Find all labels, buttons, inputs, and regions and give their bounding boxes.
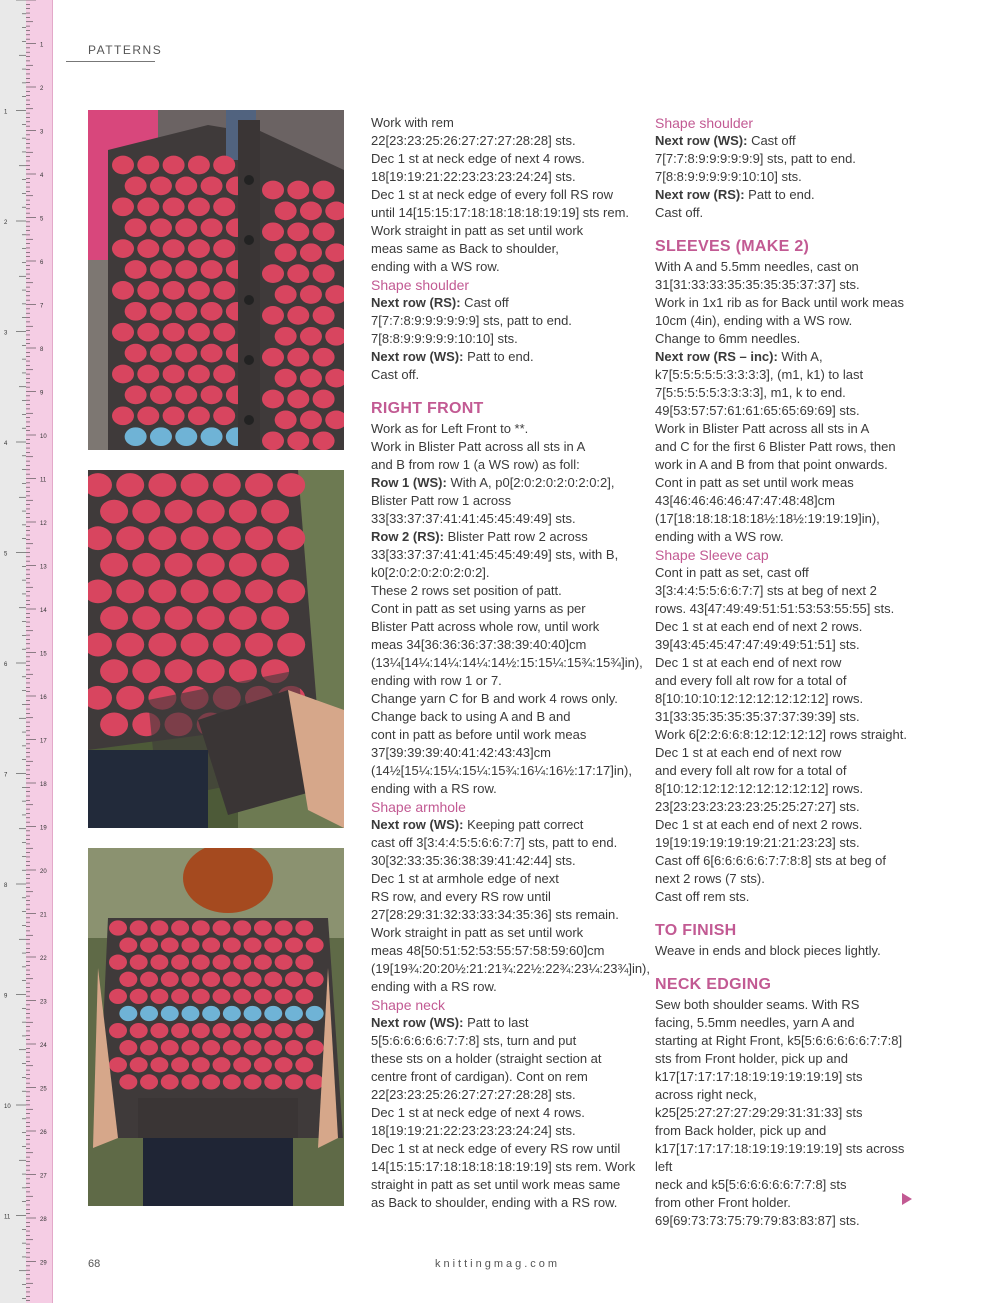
instruction-text: Weave in ends and block pieces lightly. <box>655 943 881 958</box>
ruler-inch-label: 5 <box>4 551 8 558</box>
ruler-cm-label: 22 <box>40 956 47 962</box>
page-number: 68 <box>88 1258 101 1270</box>
instruction-text: cast off 3[3:4:4:5:5:6:6:7:7] sts, patt to end. 30[32:33:35:36:38:39:41:42:44] sts. Dec 1 st at armhole edge of next RS row, and every RS row until 27[28:29:31:32:33:33:34:35:36] sts remain. Work straight in patt as set until work meas 48[50:51:52:53:55:57:58:59:60]cm (19[19¾:20:20½:21:21¾:22½:22¾:23¼:23¾]in), ending with a RS row. <box>371 835 650 994</box>
ruler-inch-label: 11 <box>4 1214 11 1221</box>
row-label: Row 2 (RS): <box>371 529 444 544</box>
ruler-cm-label: 25 <box>40 1086 47 1093</box>
left-front-continuation: Work with rem 22[23:23:25:26:27:27:27:28:28] sts. Dec 1 st at neck edge of next 4 rows. 18[19:19:21:22:23:23:23:24:24] sts. Dec 1 st at neck edge of every foll RS row until 14[15:15:17:18:18:18:18:19:19] sts rem. Work straight in patt as set until work meas same as Back to shoulder, ending with a WS row. <box>371 115 630 274</box>
subhead-shape-shoulder: Shape shoulder <box>655 115 754 131</box>
ruler-cm-label: 17 <box>40 738 47 745</box>
ruler-cm-label: 1 <box>40 42 44 49</box>
instruction-text: 7[7:7:8:9:9:9:9:9:9] sts, patt to end. 7[8:8:9:9:9:9:9:10:10] sts. <box>655 151 856 184</box>
cardigan-front-photo <box>88 110 344 450</box>
instruction-text: 7[7:7:8:9:9:9:9:9:9] sts, patt to end. 7[8:8:9:9:9:9:9:10:10] sts. <box>371 313 572 346</box>
ruler-inch-label: 8 <box>4 883 8 889</box>
sleeve-closeup-photo <box>88 470 344 828</box>
subhead-shape-sleeve-cap: Shape Sleeve cap <box>655 547 769 563</box>
instruction-text: Work as for Left Front to **. Work in Blister Patt across all sts in A and B from row 1 (a WS row) as foll: <box>371 421 586 472</box>
instruction-text: Cast off. <box>655 205 704 220</box>
ruler-cm-label: 19 <box>40 825 47 832</box>
row-label: Next row (WS): <box>371 349 464 364</box>
ruler-inch-label: 2 <box>4 220 8 226</box>
row-instruction: Cast off <box>460 295 509 310</box>
ruler-inch-label: 3 <box>4 330 8 337</box>
ruler-cm-label: 2 <box>40 86 44 92</box>
cardigan-back-photo <box>88 848 344 1206</box>
row-instruction: Patt to end. <box>463 349 534 364</box>
ruler-cm-label: 9 <box>40 390 44 397</box>
heading-to-finish: TO FINISH <box>655 922 737 939</box>
ruler-cm-label: 11 <box>40 477 47 484</box>
heading-neck-edging: NECK EDGING <box>655 976 772 993</box>
ruler-cm-label: 10 <box>40 434 47 440</box>
ruler-cm-label: 27 <box>40 1173 47 1180</box>
ruler-cm-label: 29 <box>40 1260 47 1267</box>
row-label: Next row (RS): <box>371 295 461 310</box>
ruler-cm-label: 14 <box>40 608 47 614</box>
heading-sleeves: SLEEVES (MAKE 2) <box>655 238 810 255</box>
instruction-text: k7[5:5:5:5:5:3:3:3:3], (m1, k1) to last 7[5:5:5:5:5:3:3:3:3], m1, k to end. 49[53:57:57:61:61:65:65:69:69] sts. Work in Blister Patt across all sts in A and C for the first 6 Blister Patt rows, then work in A and B from that point onwards. Cont in patt as set until work meas 43[46:46:46:46:47:47:48:48]cm (17[18:18:18:18:18½:18½:19:19:19]in), ending with a WS row. <box>655 367 896 544</box>
instruction-text: Cast off. <box>371 367 420 382</box>
row-instruction: Patt to end. <box>744 187 815 202</box>
ruler-inch-label: 10 <box>4 1104 11 1110</box>
ruler-cm-label: 4 <box>40 173 44 179</box>
row-instruction: Cast off <box>747 133 796 148</box>
ruler-ticks <box>0 0 52 1303</box>
ruler-cm-label: 7 <box>40 303 44 310</box>
ruler-cm-label: 23 <box>40 999 47 1006</box>
subhead-shape-neck: Shape neck <box>371 997 445 1013</box>
ruler-cm-label: 21 <box>40 912 47 919</box>
row-label: Next row (RS – inc): <box>655 349 778 364</box>
ruler-cm-label: 28 <box>40 1217 47 1223</box>
ruler-cm-label: 13 <box>40 564 47 571</box>
instruction-text: 5[5:6:6:6:6:6:7:7:8] sts, turn and put these sts on a holder (straight section at centre front of cardigan). Cont on rem 22[23:23:25:26:27:27:27:28:28] sts. Dec 1 st at neck edge of next 4 rows. 18[19:19:21:22:23:23:23:24:24] sts. Dec 1 st at neck edge of every RS row until 14[15:15:17:18:18:18:18:19:19] sts rem. Work straight in patt as set until work meas same as Back to shoulder, ending with a RS row. <box>371 1033 636 1210</box>
ruler-cm-label: 20 <box>40 869 47 875</box>
instruction-text: With A and 5.5mm needles, cast on 31[31:33:33:35:35:35:35:37:37] sts. Work in 1x1 rib as for Back until work meas 10cm (4in), ending with a WS row. Change to 6mm needles. <box>655 259 905 346</box>
section-rule <box>66 61 155 62</box>
website-url: knittingmag.com <box>435 1258 561 1270</box>
ruler-cm-label: 12 <box>40 521 47 527</box>
ruler-cm-label: 6 <box>40 260 44 266</box>
instruction-text: Sew both shoulder seams. With RS facing, 5.5mm needles, yarn A and starting at Right Front, k5[5:6:6:6:6:6:7:7:8] sts from Front holder, pick up and k17[17:17:17:18:19:19:19:19:19] sts across right neck, k25[25:27:27:27:29:29:31:31:33] sts from Back holder, pick up and k17[17:17:17:18:19:19:19:19:19] sts across left neck and k5[5:6:6:6:6:6:7:7:8] sts from other Front holder. 69[69:73:73:75:79:79:83:83:87] sts. <box>655 997 905 1228</box>
row-label: Next row (WS): <box>371 1015 464 1030</box>
section-label: PATTERNS <box>88 43 163 57</box>
instruction-text: 33[33:37:37:41:41:45:45:49:49] sts, with B, k0[2:0:2:0:2:0:2:0:2]. These 2 rows set position of patt. Cont in patt as set using yarns as per Blister Patt across whole row, until work meas 34[36:36:36:37:38:39:40:40]cm (13¼[14¼:14¼:14¼:14½:15:15¼:15¾:15¾]in), ending with row 1 or 7. Change yarn C for B and work 4 rows only. Change back to using A and B and cont in patt as before until work meas 37[39:39:39:40:41:42:43:43]cm (14½[15¼:15¼:15¼:15¾:16¼:16½:17:17]in), ending with a RS row. <box>371 547 643 796</box>
pattern-column-right <box>655 114 920 1230</box>
ruler-inch-label: 1 <box>4 109 8 116</box>
ruler-cm-label: 8 <box>40 347 44 353</box>
ruler-inch-label: 9 <box>4 993 8 1000</box>
row-instruction: Patt to last <box>463 1015 529 1030</box>
row-label: Next row (WS): <box>655 133 748 148</box>
subhead-shape-shoulder: Shape shoulder <box>371 277 470 293</box>
ruler-cm-label: 15 <box>40 651 47 658</box>
instruction-text: Cont in patt as set, cast off 3[3:4:4:5:5:6:6:7:7] sts at beg of next 2 rows. 43[47:49:49:51:51:53:53:55:55] sts. Dec 1 st at each end of next 2 rows. 39[43:45:45:47:47:49:49:51:51] sts. Dec 1 st at each end of next row and every foll alt row for a total of 8[10:10:10:12:12:12:12:12:12] rows. 31[33:35:35:35:35:37:37:39:39] sts. Work 6[2:2:6:6:8:12:12:12:12] rows straight. Dec 1 st at each end of next row and every foll alt row for a total of 8[10:12:12:12:12:12:12:12:12] rows. 23[23:23:23:23:23:25:25:27:27] sts. Dec 1 st at each end of next 2 rows. 19[19:19:19:19:19:21:21:23:23] sts. Cast off 6[6:6:6:6:6:7:7:8:8] sts at beg of next 2 rows (7 sts). Cast off rem sts. <box>655 565 907 904</box>
continue-arrow-icon <box>902 1193 912 1205</box>
heading-right-front: RIGHT FRONT <box>371 400 484 417</box>
row-instruction: Blister Patt row 2 across <box>443 529 588 544</box>
ruler-inch-label: 6 <box>4 662 8 668</box>
row-instruction: With A, p0[2:0:2:0:2:0:2:0:2], <box>446 475 615 490</box>
ruler-cm-label: 24 <box>40 1043 47 1049</box>
ruler-inch-label: 4 <box>4 441 8 447</box>
instruction-text: Blister Patt row 1 across 33[33:37:37:41:41:45:45:49:49] sts. <box>371 493 576 526</box>
measuring-ruler <box>0 0 53 1303</box>
row-label: Row 1 (WS): <box>371 475 447 490</box>
row-label: Next row (RS): <box>655 187 745 202</box>
pattern-column-middle <box>371 114 650 1212</box>
subhead-shape-armhole: Shape armhole <box>371 799 466 815</box>
ruler-cm-label: 3 <box>40 129 44 136</box>
ruler-inch-label: 7 <box>4 772 8 779</box>
row-instruction: With A, <box>777 349 823 364</box>
ruler-cm-label: 18 <box>40 782 47 788</box>
ruler-cm-label: 26 <box>40 1130 47 1136</box>
row-label: Next row (WS): <box>371 817 464 832</box>
row-instruction: Keeping patt correct <box>463 817 584 832</box>
ruler-cm-label: 5 <box>40 216 44 223</box>
ruler-cm-label: 16 <box>40 695 47 701</box>
